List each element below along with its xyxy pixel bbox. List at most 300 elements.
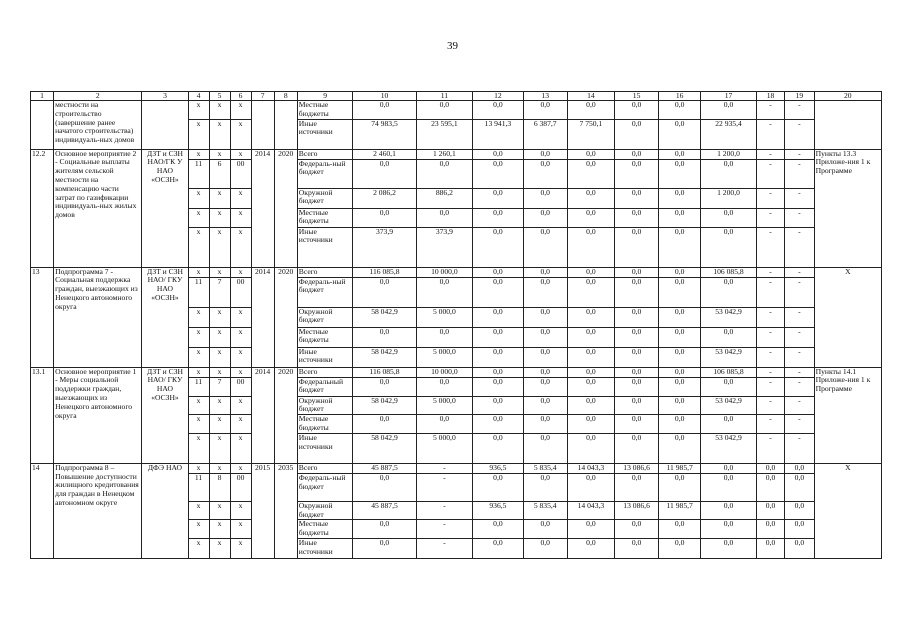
item-number: 13.1 [31, 367, 54, 463]
value-cell: 0,0 [785, 501, 814, 520]
value-cell: 0,0 [523, 188, 567, 208]
source-cell: Всего [297, 463, 353, 473]
source-cell: Всего [297, 267, 353, 277]
code-cell: x [209, 149, 230, 159]
value-cell: 0,0 [473, 396, 523, 415]
value-cell: 10 000,0 [416, 267, 473, 277]
value-cell: 10 000,0 [416, 367, 473, 377]
value-cell: 0,0 [615, 277, 659, 307]
value-cell: 0,0 [659, 347, 701, 367]
value-cell: 13 086,6 [615, 501, 659, 520]
value-cell: 0,0 [615, 101, 659, 120]
value-cell: - [756, 119, 784, 149]
code-cell: x [188, 501, 209, 520]
value-cell: 936,5 [473, 501, 523, 520]
code-cell: x [230, 327, 251, 347]
year-start: 2015 [251, 463, 274, 558]
value-cell: 0,0 [567, 227, 614, 267]
item-number: 12.2 [31, 149, 54, 267]
year-end: 2020 [274, 149, 297, 267]
value-cell: 0,0 [416, 377, 473, 396]
executor: ДЗТ и СЗН НАО/ ГКУ НАО «ОСЗН» [142, 267, 188, 367]
code-cell: x [188, 227, 209, 267]
item-name: местности на строительство (завершение ранее начатого строительства) индивидуаль-ных домов [54, 101, 142, 150]
value-cell: 13 941,3 [473, 119, 523, 149]
value-cell: 0,0 [523, 208, 567, 227]
table-row [31, 267, 882, 277]
value-cell: 0,0 [785, 463, 814, 473]
value-cell: 0,0 [473, 159, 523, 188]
item-number: 14 [31, 463, 54, 558]
table-row [31, 463, 882, 473]
source-cell: Федеральный бюджет [297, 377, 353, 396]
value-cell: 0,0 [353, 473, 416, 501]
code-cell: x [188, 101, 209, 120]
value-cell: 0,0 [756, 538, 784, 558]
value-cell: 0,0 [416, 415, 473, 434]
budget-table [30, 91, 882, 559]
value-cell: 5 000,0 [416, 433, 473, 463]
code-cell: x [188, 415, 209, 434]
col-header: 13 [523, 92, 567, 101]
code-cell: x [188, 520, 209, 539]
source-cell: Федераль-ный бюджет [297, 277, 353, 307]
value-cell: 0,0 [353, 159, 416, 188]
code-cell: x [230, 415, 251, 434]
source-cell: Окружной бюджет [297, 307, 353, 327]
value-cell: 0,0 [615, 367, 659, 377]
value-cell: 0,0 [473, 367, 523, 377]
value-cell: 0,0 [659, 227, 701, 267]
value-cell: 0,0 [567, 277, 614, 307]
value-cell: 0,0 [659, 396, 701, 415]
code-cell: 11 [188, 473, 209, 501]
code-cell: 00 [230, 473, 251, 501]
code-cell: x [209, 367, 230, 377]
value-cell: 0,0 [416, 277, 473, 307]
value-cell: 0,0 [701, 520, 757, 539]
code-cell: x [209, 307, 230, 327]
code-cell: x [230, 501, 251, 520]
code-cell: x [209, 501, 230, 520]
value-cell: 0,0 [473, 327, 523, 347]
code-cell: x [230, 538, 251, 558]
value-cell: 0,0 [523, 277, 567, 307]
code-cell: 11 [188, 159, 209, 188]
value-cell: 0,0 [659, 277, 701, 307]
value-cell: - [756, 347, 784, 367]
source-cell: Федераль-ный бюджет [297, 159, 353, 188]
value-cell: 5 000,0 [416, 396, 473, 415]
value-cell: 0,0 [659, 433, 701, 463]
value-cell: 0,0 [567, 267, 614, 277]
value-cell: 0,0 [416, 101, 473, 120]
value-cell: 58 042,9 [353, 396, 416, 415]
value-cell: 0,0 [615, 415, 659, 434]
code-cell: x [188, 347, 209, 367]
value-cell: 0,0 [659, 267, 701, 277]
value-cell: 0,0 [416, 208, 473, 227]
value-cell: - [756, 149, 784, 159]
code-cell: x [188, 367, 209, 377]
code-cell: x [209, 119, 230, 149]
value-cell: 7 750,1 [567, 119, 614, 149]
col-header: 10 [353, 92, 416, 101]
source-cell: Местные бюджеты [297, 101, 353, 120]
value-cell: 5 000,0 [416, 307, 473, 327]
value-cell: - [756, 101, 784, 120]
value-cell: - [785, 377, 814, 396]
value-cell: - [756, 227, 784, 267]
value-cell: 0,0 [523, 367, 567, 377]
year-start: 2014 [251, 367, 274, 463]
code-cell: x [230, 520, 251, 539]
value-cell: - [756, 433, 784, 463]
code-cell: x [188, 188, 209, 208]
col-header: 11 [416, 92, 473, 101]
value-cell: - [785, 267, 814, 277]
value-cell: 74 983,5 [353, 119, 416, 149]
value-cell: 11 985,7 [659, 463, 701, 473]
value-cell: 0,0 [567, 347, 614, 367]
value-cell: 116 085,8 [353, 367, 416, 377]
year-end [274, 101, 297, 150]
value-cell: 0,0 [659, 377, 701, 396]
value-cell: 0,0 [353, 101, 416, 120]
value-cell: - [756, 377, 784, 396]
code-cell: x [188, 119, 209, 149]
code-cell: x [209, 188, 230, 208]
value-cell: 0,0 [659, 538, 701, 558]
value-cell: 0,0 [701, 463, 757, 473]
value-cell: 0,0 [353, 277, 416, 307]
value-cell: 0,0 [567, 101, 614, 120]
value-cell: 0,0 [523, 347, 567, 367]
code-cell: x [230, 208, 251, 227]
value-cell: - [416, 520, 473, 539]
col-header: 16 [659, 92, 701, 101]
value-cell: 0,0 [523, 538, 567, 558]
value-cell: - [756, 267, 784, 277]
value-cell: 0,0 [701, 159, 757, 188]
value-cell: 0,0 [567, 377, 614, 396]
value-cell: 22 935,4 [701, 119, 757, 149]
code-cell: x [188, 396, 209, 415]
value-cell: - [785, 208, 814, 227]
value-cell: 0,0 [567, 149, 614, 159]
code-cell: x [230, 463, 251, 473]
col-header: 19 [785, 92, 814, 101]
col-header: 5 [209, 92, 230, 101]
value-cell: 0,0 [523, 473, 567, 501]
code-cell: 00 [230, 159, 251, 188]
value-cell: 0,0 [567, 396, 614, 415]
value-cell: 0,0 [473, 208, 523, 227]
code-cell: x [188, 267, 209, 277]
value-cell: 0,0 [615, 119, 659, 149]
value-cell: 106 085,8 [701, 367, 757, 377]
value-cell: - [756, 208, 784, 227]
value-cell: 0,0 [615, 433, 659, 463]
col-header: 18 [756, 92, 784, 101]
code-cell: x [188, 327, 209, 347]
value-cell: 0,0 [353, 208, 416, 227]
code-cell: x [209, 396, 230, 415]
item-name: Подпрограмма 8 – Повышение доступности жилищного кредитования для граждан в Ненецком автономном округе [54, 463, 142, 558]
value-cell: 0,0 [567, 327, 614, 347]
value-cell: 0,0 [615, 159, 659, 188]
code-cell: x [209, 327, 230, 347]
item-name: Основное мероприятие 1 - Меры социальной поддержки граждан, выезжающих из Ненецкого автономного округа [54, 367, 142, 463]
value-cell: 0,0 [615, 208, 659, 227]
value-cell: 0,0 [701, 501, 757, 520]
table-row [31, 367, 882, 377]
value-cell: 0,0 [473, 227, 523, 267]
value-cell: 23 595,1 [416, 119, 473, 149]
value-cell: 0,0 [523, 396, 567, 415]
code-cell: 6 [209, 159, 230, 188]
value-cell: 45 887,5 [353, 463, 416, 473]
value-cell: 45 887,5 [353, 501, 416, 520]
value-cell: 0,0 [659, 188, 701, 208]
code-cell: x [209, 208, 230, 227]
value-cell: 0,0 [659, 119, 701, 149]
code-cell: x [209, 520, 230, 539]
code-cell: 00 [230, 277, 251, 307]
value-cell: - [416, 473, 473, 501]
note-cell: X [814, 267, 881, 367]
value-cell: 0,0 [473, 347, 523, 367]
value-cell: 0,0 [701, 101, 757, 120]
value-cell: 0,0 [353, 327, 416, 347]
code-cell: x [230, 367, 251, 377]
source-cell: Местные бюджеты [297, 327, 353, 347]
year-end: 2020 [274, 367, 297, 463]
value-cell: - [756, 367, 784, 377]
year-start [251, 101, 274, 150]
value-cell: 0,0 [615, 396, 659, 415]
value-cell: 53 042,9 [701, 347, 757, 367]
value-cell: 0,0 [659, 101, 701, 120]
source-cell: Всего [297, 367, 353, 377]
source-cell: Иные источники [297, 538, 353, 558]
value-cell: 0,0 [567, 538, 614, 558]
code-cell: x [230, 119, 251, 149]
value-cell: - [756, 396, 784, 415]
value-cell: 0,0 [473, 433, 523, 463]
value-cell: 0,0 [701, 208, 757, 227]
value-cell: 11 985,7 [659, 501, 701, 520]
value-cell: 0,0 [659, 307, 701, 327]
value-cell: 0,0 [701, 277, 757, 307]
code-cell: x [188, 307, 209, 327]
value-cell: - [785, 307, 814, 327]
value-cell: 0,0 [473, 415, 523, 434]
value-cell: - [785, 415, 814, 434]
value-cell: 116 085,8 [353, 267, 416, 277]
value-cell: 1 260,1 [416, 149, 473, 159]
value-cell: 58 042,9 [353, 433, 416, 463]
code-cell: x [230, 227, 251, 267]
item-name: Подпрограмма 7 - Социальная поддержка граждан, выезжающих из Ненецкого автономного округа [54, 267, 142, 367]
value-cell: 0,0 [567, 208, 614, 227]
note-cell: Пункты 14.1 Приложе-ния 1 к Программе [814, 367, 881, 463]
value-cell: 0,0 [701, 327, 757, 347]
value-cell: 1 200,0 [701, 188, 757, 208]
source-cell: Федераль-ный бюджет [297, 473, 353, 501]
code-cell: 11 [188, 277, 209, 307]
value-cell: - [785, 227, 814, 267]
value-cell: 5 000,0 [416, 347, 473, 367]
value-cell: 0,0 [615, 538, 659, 558]
col-header: 20 [814, 92, 881, 101]
value-cell: 5 835,4 [523, 501, 567, 520]
source-cell: Иные источники [297, 347, 353, 367]
code-cell: x [230, 267, 251, 277]
value-cell: 886,2 [416, 188, 473, 208]
code-cell: 7 [209, 377, 230, 396]
value-cell: 0,0 [473, 277, 523, 307]
source-cell: Иные источники [297, 119, 353, 149]
value-cell: - [785, 149, 814, 159]
value-cell: 0,0 [615, 473, 659, 501]
value-cell: 0,0 [567, 473, 614, 501]
value-cell: 14 043,3 [567, 463, 614, 473]
code-cell: x [230, 433, 251, 463]
note-cell: Пункты 13.3 Приложе-ния 1 к Программе [814, 149, 881, 267]
item-name: Основное мероприятие 2 - Социальные выплаты жителям сельской местности на компенсацию части затрат по газификации индивидуаль-ных жилых домов [54, 149, 142, 267]
code-cell: x [209, 415, 230, 434]
value-cell: 0,0 [701, 415, 757, 434]
code-cell: x [188, 149, 209, 159]
executor [142, 101, 188, 150]
source-cell: Окружной бюджет [297, 396, 353, 415]
code-cell: x [209, 267, 230, 277]
value-cell: 0,0 [473, 520, 523, 539]
value-cell: 0,0 [523, 327, 567, 347]
value-cell: 0,0 [567, 159, 614, 188]
value-cell: 0,0 [659, 415, 701, 434]
value-cell: 0,0 [567, 433, 614, 463]
value-cell: - [785, 347, 814, 367]
value-cell: 0,0 [353, 415, 416, 434]
value-cell: 0,0 [523, 267, 567, 277]
value-cell: - [756, 415, 784, 434]
code-cell: x [188, 208, 209, 227]
value-cell: 0,0 [615, 188, 659, 208]
value-cell: 0,0 [785, 538, 814, 558]
value-cell: 2 460,1 [353, 149, 416, 159]
value-cell: 0,0 [615, 149, 659, 159]
value-cell: 0,0 [353, 520, 416, 539]
value-cell: 0,0 [615, 377, 659, 396]
value-cell: - [416, 538, 473, 558]
value-cell: 2 086,2 [353, 188, 416, 208]
value-cell: 6 387,7 [523, 119, 567, 149]
value-cell: 0,0 [523, 159, 567, 188]
value-cell: 936,5 [473, 463, 523, 473]
year-end: 2020 [274, 267, 297, 367]
value-cell: - [785, 119, 814, 149]
value-cell: 0,0 [615, 327, 659, 347]
value-cell: 0,0 [473, 149, 523, 159]
code-cell: x [209, 227, 230, 267]
source-cell: Местные бюджеты [297, 208, 353, 227]
value-cell: - [785, 327, 814, 347]
col-header: 4 [188, 92, 209, 101]
value-cell: - [785, 396, 814, 415]
value-cell: 0,0 [615, 267, 659, 277]
value-cell: 0,0 [701, 473, 757, 501]
header-row [31, 92, 882, 101]
executor: ДФЭ НАО [142, 463, 188, 558]
value-cell: 0,0 [567, 188, 614, 208]
value-cell: 0,0 [701, 227, 757, 267]
code-cell: x [188, 538, 209, 558]
year-end: 2035 [274, 463, 297, 558]
code-cell: x [188, 433, 209, 463]
source-cell: Окружной бюджет [297, 501, 353, 520]
source-cell: Иные источники [297, 433, 353, 463]
value-cell: 0,0 [567, 307, 614, 327]
value-cell: 0,0 [615, 347, 659, 367]
value-cell: 0,0 [567, 520, 614, 539]
value-cell: 0,0 [567, 367, 614, 377]
value-cell: - [416, 501, 473, 520]
value-cell: 373,9 [353, 227, 416, 267]
value-cell: 0,0 [416, 159, 473, 188]
code-cell: 00 [230, 377, 251, 396]
value-cell: 1 200,0 [701, 149, 757, 159]
code-cell: x [230, 149, 251, 159]
executor: ДЗТ и СЗН НАО/ГК У НАО «ОСЗН» [142, 149, 188, 267]
value-cell: - [756, 188, 784, 208]
code-cell: x [209, 463, 230, 473]
value-cell: 106 085,8 [701, 267, 757, 277]
value-cell: 13 086,6 [615, 463, 659, 473]
value-cell: - [785, 433, 814, 463]
code-cell: 8 [209, 473, 230, 501]
code-cell: x [230, 188, 251, 208]
col-header: 1 [31, 92, 54, 101]
note-cell [814, 101, 881, 150]
col-header: 14 [567, 92, 614, 101]
value-cell: 14 043,3 [567, 501, 614, 520]
value-cell: 0,0 [473, 377, 523, 396]
value-cell: - [785, 159, 814, 188]
source-cell: Местные бюджеты [297, 520, 353, 539]
value-cell: 0,0 [473, 538, 523, 558]
value-cell: 0,0 [523, 520, 567, 539]
code-cell: x [230, 396, 251, 415]
page-number: 39 [447, 40, 458, 52]
code-cell: 11 [188, 377, 209, 396]
code-cell: x [209, 347, 230, 367]
code-cell: x [209, 101, 230, 120]
item-number [31, 101, 54, 150]
value-cell: 0,0 [567, 415, 614, 434]
value-cell: 0,0 [523, 307, 567, 327]
value-cell: 0,0 [473, 267, 523, 277]
col-header: 12 [473, 92, 523, 101]
col-header: 2 [54, 92, 142, 101]
value-cell: 0,0 [523, 415, 567, 434]
source-cell: Окружной бюджет [297, 188, 353, 208]
value-cell: 0,0 [756, 473, 784, 501]
col-header: 15 [615, 92, 659, 101]
value-cell: 0,0 [473, 307, 523, 327]
value-cell: 58 042,9 [353, 307, 416, 327]
